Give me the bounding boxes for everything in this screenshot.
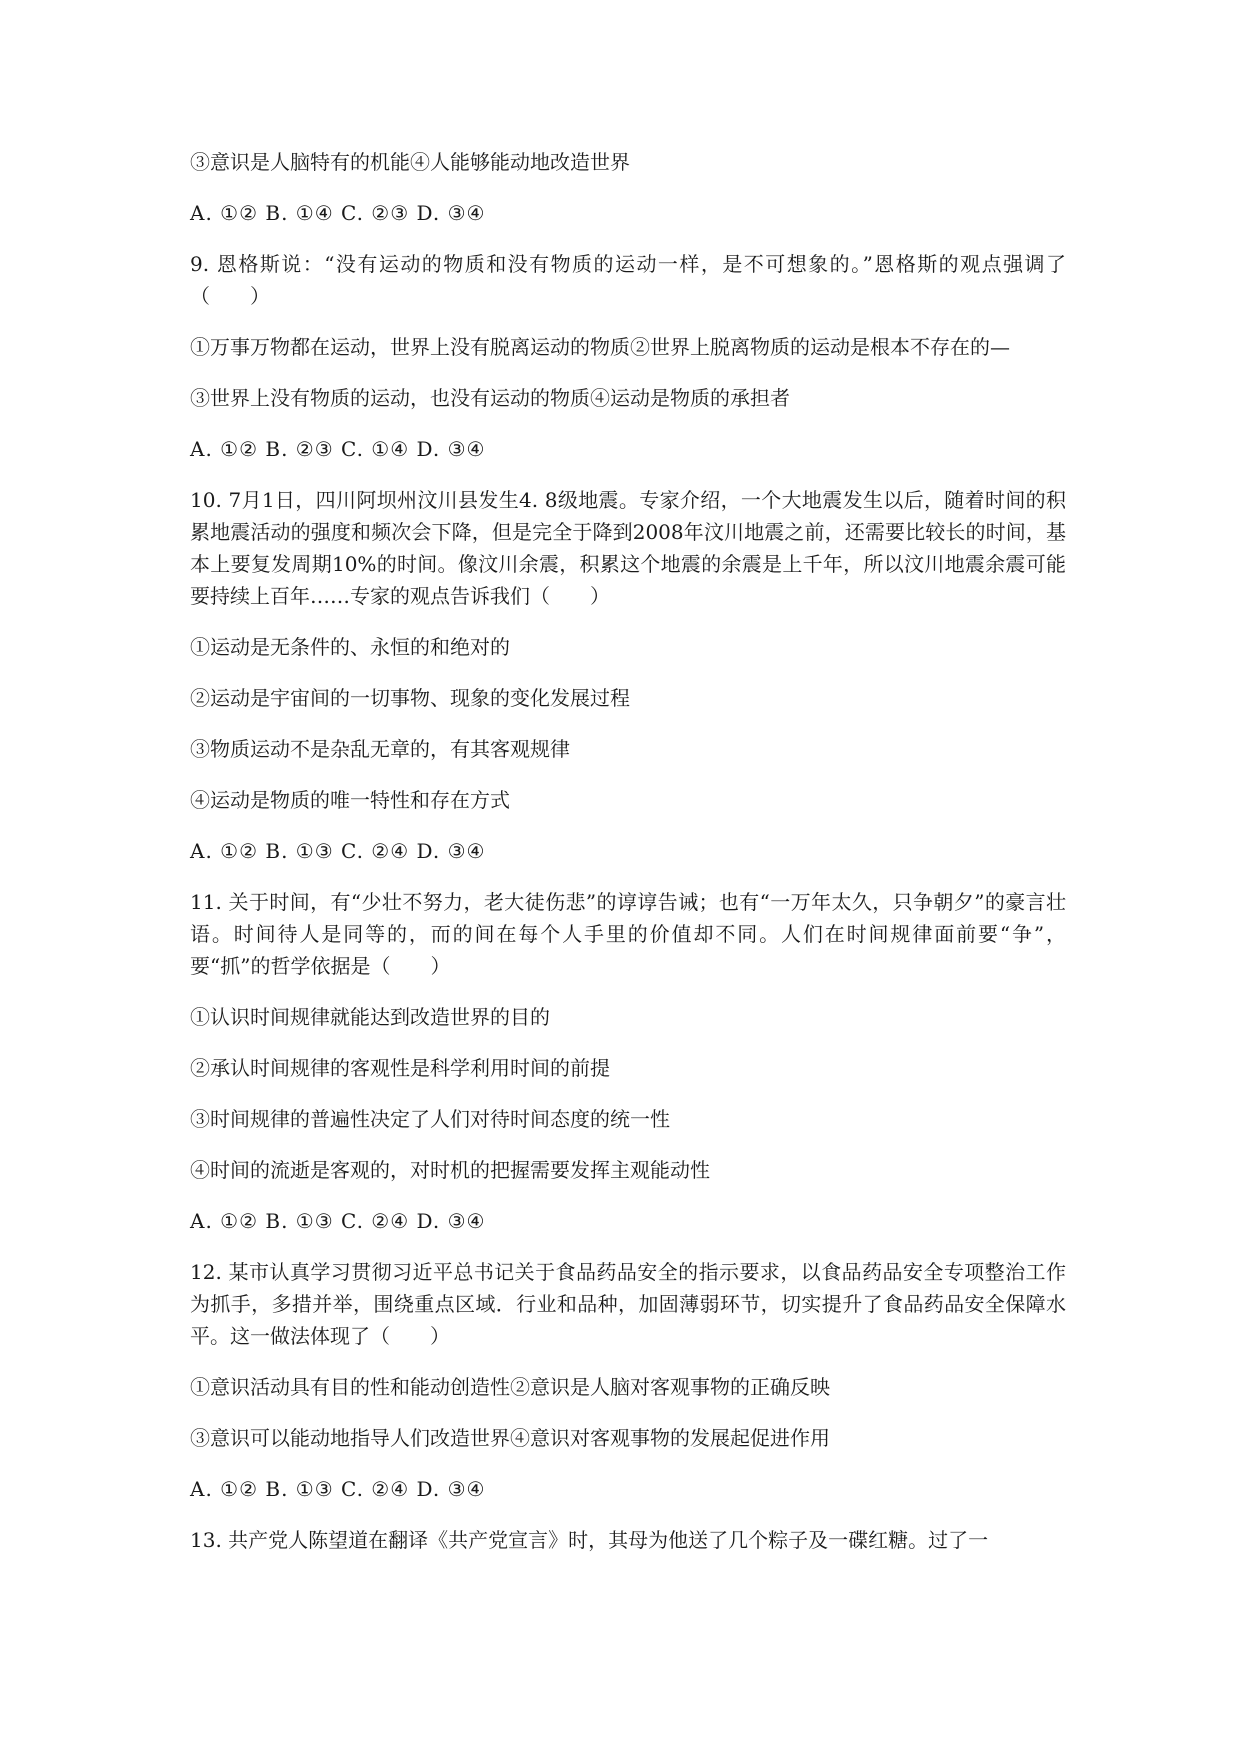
question-13-stem: 13. 共产党人陈望道在翻译《共产党宣言》时，其母为他送了几个粽子及一碟红糖。过了一 [190,1528,989,1552]
question-10-stem: 10. 7月1日，四川阿坝州汶川县发生4. 8级地震。专家介绍，一个大地震发生以后，随着时间的积累地震活动的强度和频次会下降，但是完全于降到2008年汶川地震之前，还需要比较长的时间，基本上要复发周期10%的时间。像汶川余震，积累这个地震的余震是上千年，所以汶川地震余震可能要持续上百年……专家的观点告诉我们（ ） [190,488,1066,608]
option-line: ①认识时间规律就能达到改造世界的目的 [190,1005,550,1029]
answer-choices: A. ①② B. ①③ C. ②④ D. ③④ [190,1477,486,1501]
option-line: ③物质运动不是杂乱无章的，有其客观规律 [190,737,570,761]
option-line: ①万事万物都在运动，世界上没有脱离运动的物质②世界上脱离物质的运动是根本不存在的— [190,335,1010,359]
answer-choices: A. ①② B. ①③ C. ②④ D. ③④ [190,839,486,863]
answer-choices: A. ①② B. ①③ C. ②④ D. ③④ [190,1209,486,1233]
option-line: ②承认时间规律的客观性是科学利用时间的前提 [190,1056,610,1080]
answer-choices: A. ①② B. ①④ C. ②③ D. ③④ [190,201,486,225]
question-9-stem: 9. 恩格斯说：“没有运动的物质和没有物质的运动一样，是不可想象的。”恩格斯的观点强调了（ ） [190,252,1066,308]
option-line: ④运动是物质的唯一特性和存在方式 [190,788,510,812]
option-line: ③世界上没有物质的运动，也没有运动的物质④运动是物质的承担者 [190,386,790,410]
question-12-stem: 12. 某市认真学习贯彻习近平总书记关于食品药品安全的指示要求，以食品药品安全专项整治工作为抓手，多措并举，围绕重点区域．行业和品种，加固薄弱环节，切实提升了食品药品安全保障水平。这一做法体现了（ ） [190,1260,1066,1348]
option-line: ③时间规律的普遍性决定了人们对待时间态度的统一性 [190,1107,670,1131]
option-line: ③意识是人脑特有的机能④人能够能动地改造世界 [190,150,630,174]
option-line: ④时间的流逝是客观的，对时机的把握需要发挥主观能动性 [190,1158,710,1182]
option-line: ①运动是无条件的、永恒的和绝对的 [190,635,510,659]
option-line: ③意识可以能动地指导人们改造世界④意识对客观事物的发展起促进作用 [190,1426,830,1450]
answer-choices: A. ①② B. ②③ C. ①④ D. ③④ [190,437,486,461]
option-line: ②运动是宇宙间的一切事物、现象的变化发展过程 [190,686,630,710]
exam-questions [190,146,1066,1575]
option-line: ①意识活动具有目的性和能动创造性②意识是人脑对客观事物的正确反映 [190,1375,830,1399]
question-11-stem: 11. 关于时间，有“少壮不努力，老大徒伤悲”的谆谆告诫；也有“一万年太久，只争朝夕”的豪言壮语。时间待人是同等的，而的间在每个人手里的价值却不同。人们在时间规律面前要“争”，要“抓”的哲学依据是（ ） [190,890,1066,978]
